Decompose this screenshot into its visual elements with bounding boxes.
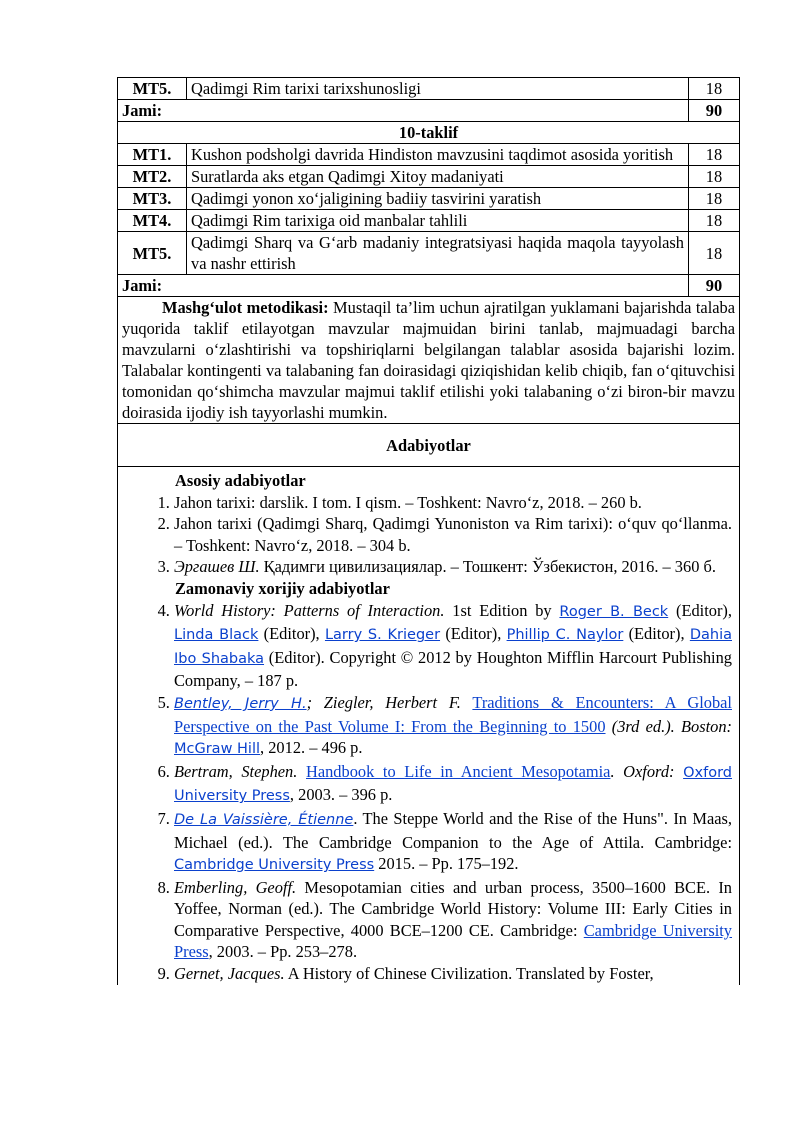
literature-heading-row <box>118 424 740 467</box>
topic-code: MT5. <box>118 232 187 275</box>
list-item <box>174 761 732 808</box>
list-item: 1. Jahon tarixi: darslik. I tom. I qism. – Toshkent: Navro‘z, 2018. – 260 b. <box>174 492 732 514</box>
citation-text: , 2012. – 496 p. <box>260 738 363 758</box>
citation-text: 2015. – Pp. 175–192. <box>374 854 519 874</box>
citation-text: Mesopotamian cities and urban process, 3500–1600 BCE. In Yoffee, Norman (ed.). The Cambridge World History: Volume III: Early Cities in Comparative Perspective, 4000 BCE–1200 CE. Cambridge: <box>174 877 732 940</box>
publisher-link[interactable]: McGraw Hill <box>174 741 261 758</box>
total-label: Jami: <box>118 275 689 297</box>
citation-text: , 2003. – 396 p. <box>289 785 393 805</box>
total-label: Jami: <box>118 100 689 122</box>
author-link[interactable]: Bentley, Jerry H. <box>174 695 307 712</box>
editor-link[interactable]: Dahia Ibo Shabaka <box>174 627 732 667</box>
publisher-link[interactable]: Cambridge University Press <box>174 857 375 874</box>
total-value: 90 <box>689 275 740 297</box>
table-row <box>118 144 740 166</box>
literature-heading: Adabiyotlar <box>118 424 740 467</box>
list-item <box>174 877 732 963</box>
list-item: 2. Jahon tarixi (Qadimgi Sharq, Qadimgi Yunoniston va Rim tarixi): o‘quv qo‘llanma. – Toshkent: Navro‘z, 2018. – 304 b. <box>174 513 732 556</box>
citation-text: . Oxford: <box>610 761 684 781</box>
topic-hours: 18 <box>689 188 740 210</box>
list-item <box>174 963 732 985</box>
topic-code: MT5. <box>118 78 187 100</box>
total-row <box>118 100 740 122</box>
method-text: Mustaqil ta’lim uchun ajratilgan yuklamani bajarishda talaba yuqorida taklif etilayotgan mavzular majmuidan birini tanlab, majmuadagi barcha mavzularni o‘zlashtirishi va topshiriqlarni belgilangan talablar asosida bajarishi lozim. Talabalar kontingenti va talabaning fan doirasidagi qiziqishidan kelib chiqib, fan o‘qituvchisi tomonidan qo‘shimcha mavzular majmui taklif etilishi yoki talabaning o‘zi biron-bir mavzu doirasida ijodiy ish tayyorlashi mumkin. <box>122 298 735 422</box>
topic-title: Qadimgi Rim tarixiga oid manbalar tahlili <box>187 210 689 232</box>
citation-text: . The Steppe World and the Rise of the Huns". In Maas, Michael (ed.). The Cambridge Companion to the Age of Attila. Cambridge: <box>174 808 732 852</box>
book-title: World History: Patterns of Interaction. <box>174 600 445 620</box>
editor-link[interactable]: Roger B. Beck <box>559 603 669 620</box>
topic-hours: 18 <box>689 232 740 275</box>
topic-title: Kushon podsholgi davrida Hindiston mavzusini taqdimot asosida yoritish <box>187 144 689 166</box>
list-item <box>174 600 732 692</box>
method-label: Mashg‘ulot metodikasi: <box>162 298 329 317</box>
main-literature-list <box>118 492 732 578</box>
topic-title: Qadimgi yonon xo‘jaligining badiiy tasvirini yaratish <box>187 188 689 210</box>
book-link[interactable]: Handbook to Life in Ancient Mesopotamia <box>306 761 611 781</box>
citation-text <box>297 762 306 781</box>
list-item <box>174 556 732 578</box>
table-row <box>118 210 740 232</box>
editor-link[interactable]: Linda Black <box>174 627 259 644</box>
topic-hours: 18 <box>689 144 740 166</box>
citation-text: (Editor), <box>258 624 325 644</box>
table-row <box>118 78 740 100</box>
editor-link[interactable]: Phillip C. Naylor <box>506 627 624 644</box>
topic-code: MT4. <box>118 210 187 232</box>
author: Gernet, Jacques. <box>174 964 285 984</box>
topic-code: MT3. <box>118 188 187 210</box>
citation-text: (Editor), <box>440 624 507 644</box>
citation-text: 1st Edition by <box>444 600 560 620</box>
citation-text: (Editor). Copyright © 2012 by Houghton Mifflin Harcourt Publishing Company, – 187 p. <box>174 647 732 691</box>
author-link[interactable]: De La Vaissière, Étienne <box>174 811 354 828</box>
author: Bertram, Stephen. <box>174 761 298 781</box>
main-literature-heading: Asosiy adabiyotlar <box>175 471 306 490</box>
citation-text: (Editor), <box>668 600 732 620</box>
citation-text: A History of Chinese Civilization. Translated by Foster, <box>284 964 654 984</box>
list-item <box>174 808 732 877</box>
author: Emberling, Geoff. <box>174 877 297 897</box>
topic-code: MT2. <box>118 166 187 188</box>
citation-text <box>461 693 473 712</box>
list-item <box>174 692 732 761</box>
section-title: 10-taklif <box>118 122 740 144</box>
total-row <box>118 275 740 297</box>
foreign-literature-heading: Zamonaviy xorijiy adabiyotlar <box>175 578 390 598</box>
publisher-link[interactable]: Oxford University Press <box>174 764 732 805</box>
topic-title: Suratlarda aks etgan Qadimgi Xitoy madaniyati <box>187 166 689 188</box>
citation: Қадимги цивилизациялар. – Тошкент: Ўзбекистон, 2016. – 360 б. <box>259 557 716 577</box>
table-row <box>118 188 740 210</box>
section-row <box>118 122 740 144</box>
topic-title: Qadimgi Sharq va G‘arb madaniy integratsiyasi haqida maqola tayyolash va nashr ettirish <box>187 232 689 275</box>
method-row <box>118 297 740 424</box>
citation-text: (3rd ed.). Boston: <box>605 716 732 736</box>
topic-hours: 18 <box>689 166 740 188</box>
author: Эргашев Ш. <box>174 557 260 577</box>
page <box>117 77 740 985</box>
table-row <box>118 166 740 188</box>
topics-table <box>117 77 740 467</box>
table-row <box>118 232 740 275</box>
topic-title: Qadimgi Rim tarixi tarixshunosligi <box>187 78 689 100</box>
topic-code: MT1. <box>118 144 187 166</box>
literature-list <box>117 467 740 985</box>
total-value: 90 <box>689 100 740 122</box>
citation-text: (Editor), <box>623 624 690 644</box>
topic-hours: 18 <box>689 78 740 100</box>
book-link[interactable]: Traditions & Encounters: A Global Perspective on the Past Volume I: From the Beginning to 1500 <box>174 692 732 736</box>
method-paragraph <box>118 297 740 424</box>
editor-link[interactable]: Larry S. Krieger <box>324 627 441 644</box>
topic-hours: 18 <box>689 210 740 232</box>
publisher-link[interactable]: Cambridge University Press <box>174 920 733 962</box>
citation-text: , 2003. – Pp. 253–278. <box>208 942 358 962</box>
author: ; Ziegler, Herbert F. <box>306 692 461 712</box>
foreign-literature-list <box>118 600 732 985</box>
